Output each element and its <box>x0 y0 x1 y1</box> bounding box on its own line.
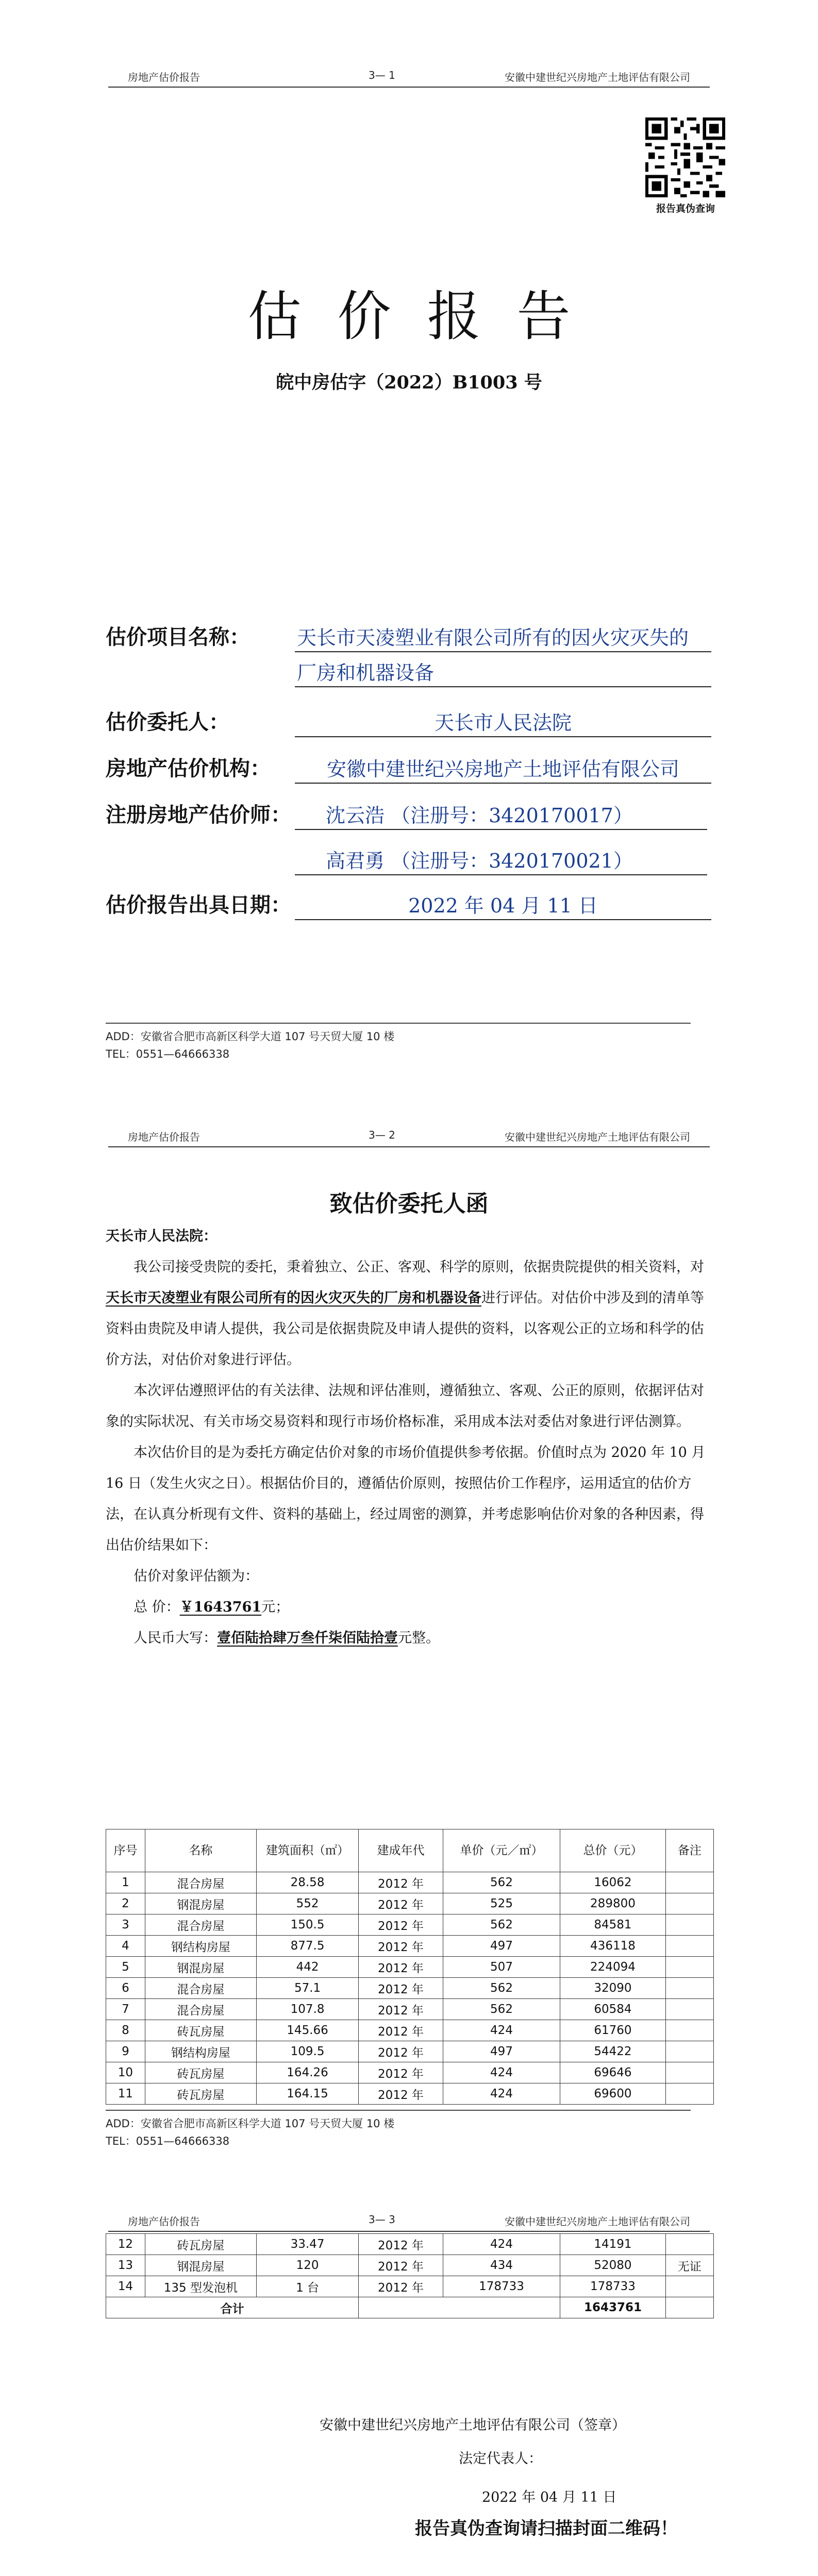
table-cell: 107.8 <box>256 1999 358 2020</box>
letter-result-intro: 估价对象评估额为： <box>133 1568 259 1584</box>
letter-p1-end: 进行评估。对估价中涉及到的清单等资料由贵院及申请人提供，我公司是依据贵院及申请人提供的资料，以客观公正的立场和科学的估价方法，对估价对象进行评估。 <box>106 1290 704 1368</box>
table-cell <box>359 2297 560 2318</box>
table-cell <box>665 1936 713 1957</box>
qr-code-icon[interactable] <box>645 117 725 197</box>
total-label: 总 价： <box>133 1599 180 1615</box>
field-value-appraiser-1: 沈云浩 （注册号：3420170017） <box>295 800 707 830</box>
table-cell: 150.5 <box>256 1914 358 1936</box>
col-header: 建成年代 <box>359 1829 443 1872</box>
table-cell: 562 <box>443 1978 560 1999</box>
table-cell: 2 <box>106 1893 145 1914</box>
table-cell <box>665 1872 713 1893</box>
rmb-label: 人民币大写： <box>133 1630 217 1646</box>
table-cell: 562 <box>443 1999 560 2020</box>
table-cell <box>665 2083 713 2105</box>
table-cell: 424 <box>443 2062 560 2083</box>
report-title: 估价报告 <box>247 285 607 348</box>
table-cell <box>665 1893 713 1914</box>
valuation-table <box>106 1829 714 2105</box>
table-cell: 84581 <box>560 1914 665 1936</box>
signature-company: 安徽中建世纪兴房地产土地评估有限公司（签章） <box>320 2417 626 2433</box>
col-header: 建筑面积（㎡） <box>256 1829 358 1872</box>
table-row <box>106 1893 714 1914</box>
col-header: 单价（元／㎡） <box>443 1829 560 1872</box>
table-cell: 砖瓦房屋 <box>145 2062 256 2083</box>
table-cell: 5 <box>106 1957 145 1978</box>
header-left: 房地产估价报告 <box>128 1131 200 1143</box>
page-header <box>108 1126 710 1147</box>
table-cell: 164.26 <box>256 2062 358 2083</box>
table-cell: 2012 年 <box>359 1999 443 2020</box>
table-cell: 57.1 <box>256 1978 358 1999</box>
field-label-appraisers: 注册房地产估价师： <box>106 803 291 827</box>
rmb-value: 壹佰陆拾肆万叁仟柒佰陆拾壹 <box>217 1630 398 1646</box>
table-cell <box>665 1957 713 1978</box>
field-value-agency: 安徽中建世纪兴房地产土地评估有限公司 <box>295 753 711 784</box>
table-cell <box>665 2041 713 2062</box>
header-page-number: 3— 3 <box>369 2213 395 2226</box>
table-row <box>106 2234 714 2255</box>
table-cell: 552 <box>256 1893 358 1914</box>
table-row <box>106 1999 714 2020</box>
table-cell: 424 <box>443 2234 560 2255</box>
table-row <box>106 1957 714 1978</box>
table-row <box>106 1978 714 1999</box>
qr-caption: 报告真伪查询 <box>656 203 715 214</box>
table-cell: 2012 年 <box>359 1872 443 1893</box>
letter-p1-start: 我公司接受贵院的委托，秉着独立、公正、客观、科学的原则，依据贵院提供的相关资料，对 <box>133 1259 704 1275</box>
table-cell: 10 <box>106 2062 145 2083</box>
total-row-value: 1643761 <box>560 2297 665 2318</box>
valuation-table-continued <box>106 2233 714 2318</box>
table-cell: 525 <box>443 1893 560 1914</box>
table-cell: 28.58 <box>256 1872 358 1893</box>
rmb-unit: 元整。 <box>398 1630 440 1646</box>
table-row <box>106 2255 714 2276</box>
table-cell: 11 <box>106 2083 145 2105</box>
table-cell: 12 <box>106 2234 145 2255</box>
table-cell: 497 <box>443 1936 560 1957</box>
cover-page <box>0 0 818 1113</box>
table-cell: 混合房屋 <box>145 1999 256 2020</box>
table-cell: 507 <box>443 1957 560 1978</box>
table-cell: 混合房屋 <box>145 1872 256 1893</box>
table-cell: 1 <box>106 1872 145 1893</box>
col-header: 序号 <box>106 1829 145 1872</box>
table-cell: 224094 <box>560 1957 665 1978</box>
table-header-row <box>106 1829 714 1872</box>
col-header: 名称 <box>145 1829 256 1872</box>
table-row <box>106 1936 714 1957</box>
table-cell: 120 <box>256 2255 358 2276</box>
table-cell: 69646 <box>560 2062 665 2083</box>
table-cell: 164.15 <box>256 2083 358 2105</box>
field-value-date: 2022 年 04 月 11 日 <box>295 890 711 920</box>
total-row-label: 合计 <box>106 2297 359 2318</box>
page-footer <box>106 1023 691 1063</box>
field-value-project-line1: 天长市天凌塑业有限公司所有的因火灾灭失的 <box>295 622 711 652</box>
table-cell: 3 <box>106 1914 145 1936</box>
col-header: 备注 <box>665 1829 713 1872</box>
page-header <box>108 66 710 88</box>
table-cell: 2012 年 <box>359 1957 443 1978</box>
table-cell: 178733 <box>560 2276 665 2297</box>
table-cell: 2012 年 <box>359 1978 443 1999</box>
table-cell <box>665 2234 713 2255</box>
table-cell: 9 <box>106 2041 145 2062</box>
table-cell: 钢混房屋 <box>145 2255 256 2276</box>
table-cell: 6 <box>106 1978 145 1999</box>
page-footer <box>106 2110 691 2150</box>
table-cell: 109.5 <box>256 2041 358 2062</box>
letter-page <box>0 1113 818 2197</box>
table-cell: 2012 年 <box>359 1914 443 1936</box>
table-cell: 52080 <box>560 2255 665 2276</box>
letter-total-line <box>106 1592 714 1623</box>
table-cell: 14191 <box>560 2234 665 2255</box>
table-cell: 289800 <box>560 1893 665 1914</box>
letter-title: 致估价委托人函 <box>329 1191 489 1217</box>
table-row <box>106 2062 714 2083</box>
table-cell: 178733 <box>443 2276 560 2297</box>
header-company: 安徽中建世纪兴房地产土地评估有限公司 <box>505 1131 690 1143</box>
table-cell: 2012 年 <box>359 2062 443 2083</box>
table-cell: 8 <box>106 2020 145 2041</box>
table-cell: 1 台 <box>256 2276 358 2297</box>
table-cell <box>665 2276 713 2297</box>
table-cell <box>665 2297 713 2318</box>
field-value-appraiser-2: 高君勇 （注册号：3420170021） <box>295 845 707 875</box>
total-value: ￥1643761 <box>179 1599 262 1615</box>
field-label-agency: 房地产估价机构： <box>106 756 271 781</box>
table-cell <box>665 1978 713 1999</box>
table-cell: 2012 年 <box>359 2020 443 2041</box>
table-cell: 钢结构房屋 <box>145 1936 256 1957</box>
footer-rule <box>106 1023 691 1024</box>
table-cell: 32090 <box>560 1978 665 1999</box>
footer-tel: TEL：0551—64666338 <box>106 1048 230 1060</box>
table-cell: 135 型发泡机 <box>145 2276 256 2297</box>
table-cell: 424 <box>443 2083 560 2105</box>
table-cell: 2012 年 <box>359 2083 443 2105</box>
table-cell: 61760 <box>560 2020 665 2041</box>
letter-salutation: 天长市人民法院： <box>106 1228 217 1244</box>
table-cell <box>665 2062 713 2083</box>
table-cell: 砖瓦房屋 <box>145 2083 256 2105</box>
header-company: 安徽中建世纪兴房地产土地评估有限公司 <box>505 71 690 83</box>
table-cell: 877.5 <box>256 1936 358 1957</box>
table-cell: 436118 <box>560 1936 665 1957</box>
header-company: 安徽中建世纪兴房地产土地评估有限公司 <box>505 2215 690 2228</box>
table-cell: 2012 年 <box>359 2234 443 2255</box>
header-page-number: 3— 2 <box>369 1129 395 1141</box>
table-cell: 4 <box>106 1936 145 1957</box>
letter-p1-subject: 天长市天凌塑业有限公司所有的因火灾灭失的厂房和机器设备 <box>106 1290 481 1306</box>
table-cell: 562 <box>443 1872 560 1893</box>
table-cell: 2012 年 <box>359 2255 443 2276</box>
col-header: 总价（元） <box>560 1829 665 1872</box>
table-cell <box>665 1999 713 2020</box>
footer-address: ADD：安徽省合肥市高新区科学大道 107 号天贸大厦 10 楼 <box>106 2117 395 2130</box>
footer-tel: TEL：0551—64666338 <box>106 2135 230 2147</box>
field-label-client: 估价委托人： <box>106 710 229 734</box>
field-label-project: 估价项目名称： <box>106 625 250 649</box>
table-cell: 69600 <box>560 2083 665 2105</box>
header-left: 房地产估价报告 <box>128 71 200 83</box>
table-row <box>106 1914 714 1936</box>
field-value-project-line2: 厂房和机器设备 <box>295 657 711 687</box>
table-cell: 无证 <box>665 2255 713 2276</box>
table-cell: 钢混房屋 <box>145 1957 256 1978</box>
field-value-client: 天长市人民法院 <box>295 707 711 737</box>
signature-legal-rep: 法定代表人： <box>459 2451 542 2467</box>
table-row <box>106 2041 714 2062</box>
table-cell <box>665 2020 713 2041</box>
letter-rmb-line <box>106 1623 714 1654</box>
table-cell: 14 <box>106 2276 145 2297</box>
table-continuation-page <box>0 2197 818 2576</box>
table-row <box>106 1872 714 1893</box>
table-cell: 混合房屋 <box>145 1978 256 1999</box>
table-cell: 54422 <box>560 2041 665 2062</box>
field-label-date: 估价报告出具日期： <box>106 893 291 917</box>
letter-paragraph-2: 本次评估遵照评估的有关法律、法规和评估准则，遵循独立、客观、公正的原则，依据评估对象的实际状况、有关市场交易资料和现行市场价格标准，采用成本法对委估对象进行评估测算。 <box>106 1383 704 1430</box>
table-cell: 434 <box>443 2255 560 2276</box>
table-cell: 16062 <box>560 1872 665 1893</box>
table-row <box>106 2083 714 2105</box>
table-cell: 497 <box>443 2041 560 2062</box>
header-left: 房地产估价报告 <box>128 2215 200 2228</box>
report-number: 皖中房估字（2022）B1003 号 <box>276 372 542 393</box>
table-cell: 60584 <box>560 1999 665 2020</box>
table-cell <box>665 1914 713 1936</box>
page-header <box>108 2210 710 2232</box>
table-total-row <box>106 2297 714 2318</box>
table-cell: 混合房屋 <box>145 1914 256 1936</box>
table-cell: 562 <box>443 1914 560 1936</box>
footer-address: ADD：安徽省合肥市高新区科学大道 107 号天贸大厦 10 楼 <box>106 1030 395 1043</box>
table-cell: 13 <box>106 2255 145 2276</box>
table-cell: 砖瓦房屋 <box>145 2020 256 2041</box>
table-row <box>106 2020 714 2041</box>
table-cell: 2012 年 <box>359 1936 443 1957</box>
table-row <box>106 2276 714 2297</box>
footer-rule <box>106 2110 691 2111</box>
table-cell: 2012 年 <box>359 2041 443 2062</box>
table-cell: 钢结构房屋 <box>145 2041 256 2062</box>
table-cell: 2012 年 <box>359 2276 443 2297</box>
verify-notice: 报告真伪查询请扫描封面二维码！ <box>415 2518 678 2539</box>
table-cell: 442 <box>256 1957 358 1978</box>
table-cell: 33.47 <box>256 2234 358 2255</box>
table-cell: 钢混房屋 <box>145 1893 256 1914</box>
table-cell: 7 <box>106 1999 145 2020</box>
total-unit: 元； <box>261 1599 290 1615</box>
letter-paragraph-3: 本次估价目的是为委托方确定估价对象的市场价值提供参考依据。价值时点为 2020 年 10 月 16 日（发生火灾之日）。根据估价目的，遵循估价原则，按照估价工作程序，运用适宜的估价方法，在认真分析现有文件、资料的基础上，经过周密的测算，并考虑影响估价对象的各种因素，得出估价结果如下： <box>106 1445 706 1553</box>
table-cell: 2012 年 <box>359 1893 443 1914</box>
letter-body <box>106 1221 714 1654</box>
signature-date: 2022 年 04 月 11 日 <box>482 2489 617 2505</box>
table-cell: 424 <box>443 2020 560 2041</box>
letter-paragraph-1 <box>106 1252 714 1376</box>
table-cell: 145.66 <box>256 2020 358 2041</box>
header-page-number: 3— 1 <box>369 69 395 81</box>
table-cell: 砖瓦房屋 <box>145 2234 256 2255</box>
